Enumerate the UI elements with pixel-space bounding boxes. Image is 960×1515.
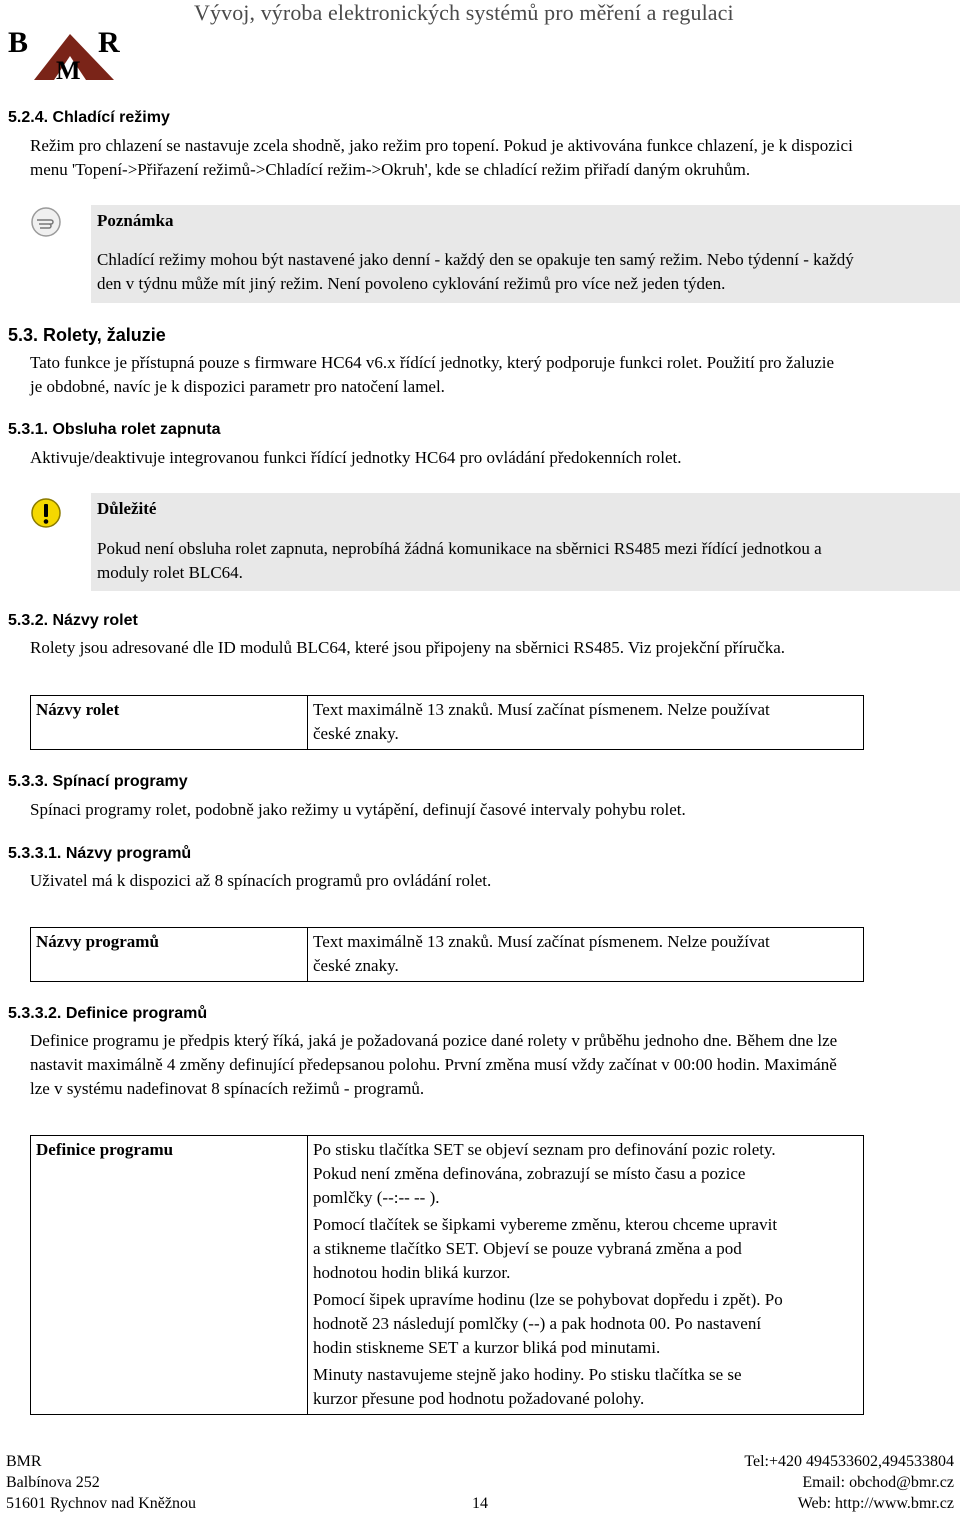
- section-heading-5-3-2: 5.3.2. Názvy rolet: [8, 612, 138, 629]
- svg-text:R: R: [98, 30, 120, 59]
- text-line: hodnotou hodin bliká kurzor.: [313, 1263, 511, 1282]
- table-key-cell: Definice programu: [31, 1136, 308, 1415]
- important-box: [91, 493, 960, 591]
- section-text-5-2-4: [30, 134, 853, 182]
- text-line: Tato funkce je přístupná pouze s firmware HC64 v6.x řídící jednotky, který podporuje funkci rolet. Použití pro žaluzie: [30, 353, 835, 372]
- table-row: [31, 928, 864, 982]
- definition-paragraph: [313, 1288, 857, 1360]
- footer-web[interactable]: Web: http://www.bmr.cz: [797, 1495, 954, 1512]
- definition-paragraph: [313, 1363, 857, 1411]
- text-line: Minuty nastavujeme stejně jako hodiny. Po stisku tlačítka se se: [313, 1365, 742, 1384]
- table-row: [31, 1136, 864, 1415]
- text-line: Po stisku tlačítka SET se objeví seznam pro definování pozic rolety.: [313, 1140, 776, 1159]
- text-line: Režim pro chlazení se nastavuje zcela shodně, jako režim pro topení. Pokud je aktivována funkce chlazení, je k dispozici: [30, 136, 853, 155]
- header-tagline: Vývoj, výroba elektronických systémů pro měření a regulaci: [194, 0, 734, 25]
- section-heading-5-3-3-2: 5.3.3.2. Definice programů: [8, 1005, 208, 1022]
- important-text: [97, 537, 822, 585]
- section-heading-5-3: 5.3. Rolety, žaluzie: [8, 325, 166, 345]
- text-line: české znaky.: [313, 956, 399, 975]
- section-heading-5-2-4: 5.2.4. Chladící režimy: [8, 109, 170, 126]
- footer-tel: Tel:+420 494533602,494533804: [744, 1453, 954, 1470]
- section-heading-5-3-3-1: 5.3.3.1. Názvy programů: [8, 845, 192, 862]
- table-row: [31, 696, 864, 750]
- footer-city: 51601 Rychnov nad Kněžnou: [6, 1495, 196, 1512]
- section-text-5-3-2: Rolety jsou adresované dle ID modulů BLC64, které jsou připojeny na sběrnici RS485. Viz projekční příručka.: [30, 638, 786, 657]
- definition-paragraph: [313, 1213, 857, 1285]
- footer-email[interactable]: Email: obchod@bmr.cz: [802, 1474, 954, 1491]
- table-value-cell: [308, 696, 864, 750]
- text-line: a stikneme tlačítko SET. Objeví se pouze vybraná změna a pod: [313, 1239, 742, 1258]
- text-line: hodin stiskneme SET a kurzor bliká pod minutami.: [313, 1338, 661, 1357]
- note-hand-icon: [30, 206, 62, 238]
- table-value-cell: [308, 1136, 864, 1415]
- section-text-5-3-3: Spínaci programy rolet, podobně jako režimy u vytápění, definují časové intervaly pohybu rolet.: [30, 800, 686, 819]
- footer-address: [6, 1451, 196, 1514]
- note-box: [91, 205, 960, 303]
- section-heading-5-3-1: 5.3.1. Obsluha rolet zapnuta: [8, 421, 221, 438]
- text-line: Pomocí šipek upravíme hodinu (lze se pohybovat dopředu i zpět). Po: [313, 1290, 783, 1309]
- footer-contact: [744, 1451, 954, 1514]
- text-line: nastavit maximálně 4 změny definující předepsanou polohu. První změna musí vždy začínat v 00:00 hodin. Maximáně: [30, 1055, 837, 1074]
- text-line: je obdobné, navíc je k dispozici parametr pro natočení lamel.: [30, 377, 445, 396]
- svg-text:M: M: [56, 56, 81, 82]
- page-number: 14: [472, 1495, 488, 1512]
- section-heading-5-3-3: 5.3.3. Spínací programy: [8, 773, 188, 790]
- note-title: Poznámka: [97, 211, 174, 230]
- table-value-cell: [308, 928, 864, 982]
- text-line: Chladící režimy mohou být nastavené jako denní - každý den se opakuje ten samý režim. Nebo týdenní - každý: [97, 250, 854, 269]
- text-line: Text maximálně 13 znaků. Musí začínat písmenem. Nelze používat: [313, 932, 770, 951]
- text-line: Text maximálně 13 znaků. Musí začínat písmenem. Nelze používat: [313, 700, 770, 719]
- text-line: kurzor přesune pod hodnotu požadované polohy.: [313, 1389, 645, 1408]
- footer-street: Balbínova 252: [6, 1474, 100, 1491]
- section-text-5-3-3-2: [30, 1029, 837, 1101]
- text-line: Definice programu je předpis který říká, jaká je požadovaná pozice dané rolety v průběhu jednoho dne. Během dne lze: [30, 1031, 838, 1050]
- note-text: [97, 248, 854, 296]
- text-line: lze v systému nadefinovat 8 spínacích režimů - programů.: [30, 1079, 425, 1098]
- section-text-5-3: [30, 351, 834, 399]
- text-line: Pokud není obsluha rolet zapnuta, neprobíhá žádná komunikace na sběrnici RS485 mezi řídící jednotkou a: [97, 539, 822, 558]
- bmr-logo: [6, 30, 126, 82]
- text-line: hodnotě 23 následují pomlčky (--) a pak hodnota 00. Po nastavení: [313, 1314, 762, 1333]
- table-key-cell: Názvy rolet: [31, 696, 308, 750]
- text-line: pomlčky (--:-- -- ).: [313, 1188, 440, 1207]
- section-text-5-3-3-1: Uživatel má k dispozici až 8 spínacích programů pro ovládání rolet.: [30, 871, 492, 890]
- definition-paragraph: [313, 1138, 857, 1210]
- table-key-cell: Názvy programů: [31, 928, 308, 982]
- text-line: menu 'Topení->Přiřazení režimů->Chladící režim->Okruh', kde se chladící režim přiřadí daným okruhům.: [30, 160, 751, 179]
- table-program-names: [30, 927, 864, 982]
- table-program-definition: [30, 1135, 864, 1415]
- section-text-5-3-1: Aktivuje/deaktivuje integrovanou funkci řídící jednotky HC64 pro ovládání předokenních rolet.: [30, 448, 682, 467]
- text-line: Pomocí tlačítek se šipkami vybereme změnu, kterou chceme upravit: [313, 1215, 778, 1234]
- important-title: Důležité: [97, 499, 157, 518]
- footer-company: BMR: [6, 1453, 42, 1470]
- warning-icon: [30, 497, 62, 529]
- text-line: moduly rolet BLC64.: [97, 563, 243, 582]
- table-roller-names: [30, 695, 864, 750]
- logo-graphic: [6, 30, 126, 82]
- text-line: Pokud není změna definována, zobrazují se místo času a pozice: [313, 1164, 746, 1183]
- text-line: české znaky.: [313, 724, 399, 743]
- svg-text:B: B: [8, 30, 29, 59]
- text-line: den v týdnu může mít jiný režim. Není povoleno cyklování režimů pro více než jeden týden.: [97, 274, 726, 293]
